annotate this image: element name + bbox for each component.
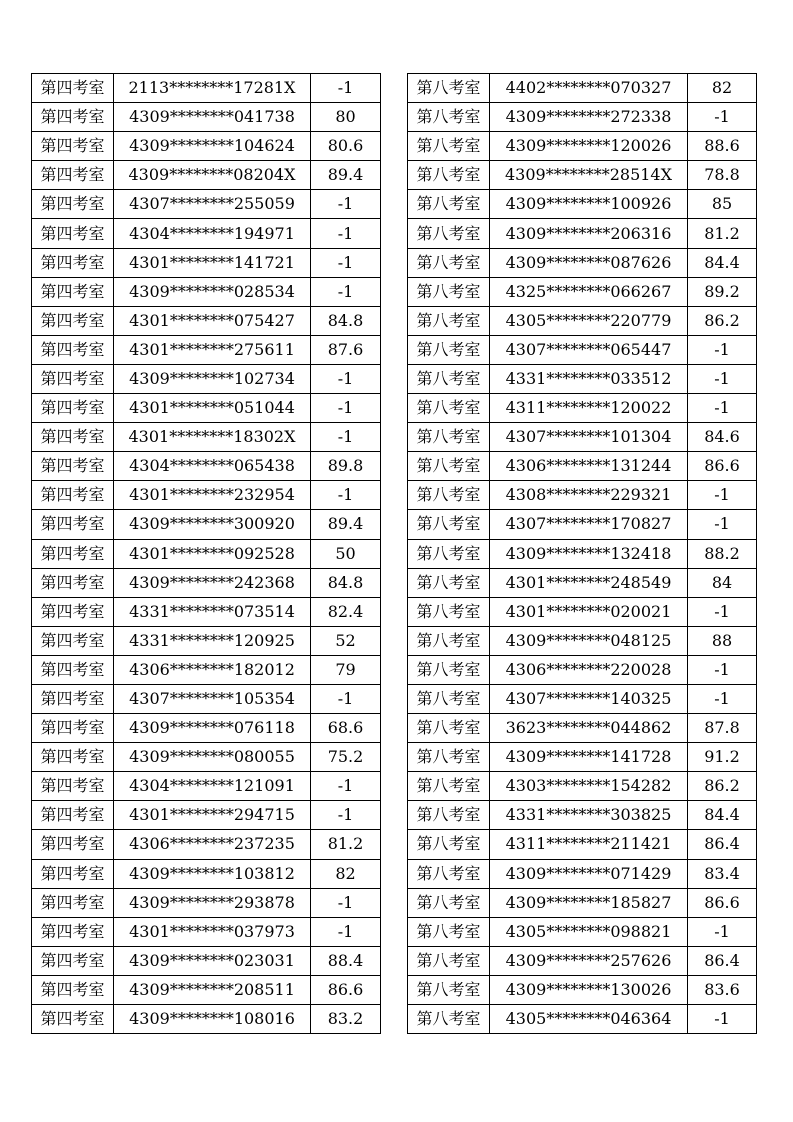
score-cell: 80.6: [311, 132, 381, 161]
score-cell: -1: [311, 917, 381, 946]
score-table-left: [31, 73, 381, 1034]
room-cell: 第八考室: [408, 394, 490, 423]
room-cell: 第四考室: [32, 306, 114, 335]
room-cell: 第八考室: [408, 248, 490, 277]
score-table-right: [407, 73, 757, 1034]
score-cell: 86.6: [688, 888, 757, 917]
id-number-cell: 4309********103812: [114, 859, 311, 888]
score-cell: 91.2: [688, 743, 757, 772]
table-row: [408, 452, 757, 481]
room-cell: 第四考室: [32, 219, 114, 248]
id-number-cell: 4309********080055: [114, 743, 311, 772]
id-number-cell: 4309********108016: [114, 1005, 311, 1034]
room-cell: 第四考室: [32, 655, 114, 684]
id-number-cell: 4325********066267: [490, 277, 688, 306]
room-cell: 第四考室: [32, 946, 114, 975]
score-cell: 78.8: [688, 161, 757, 190]
room-cell: 第八考室: [408, 335, 490, 364]
score-cell: 52: [311, 626, 381, 655]
room-cell: 第八考室: [408, 772, 490, 801]
id-number-cell: 4309********104624: [114, 132, 311, 161]
score-cell: -1: [688, 917, 757, 946]
room-cell: 第八考室: [408, 190, 490, 219]
table-row: [408, 248, 757, 277]
room-cell: 第四考室: [32, 917, 114, 946]
table-row: [408, 423, 757, 452]
room-cell: 第八考室: [408, 452, 490, 481]
table-row: [32, 306, 381, 335]
room-cell: 第四考室: [32, 1005, 114, 1034]
room-cell: 第四考室: [32, 335, 114, 364]
score-cell: 84.6: [688, 423, 757, 452]
room-cell: 第八考室: [408, 917, 490, 946]
table-row: [32, 219, 381, 248]
score-cell: -1: [311, 481, 381, 510]
room-cell: 第四考室: [32, 74, 114, 103]
id-number-cell: 4309********028534: [114, 277, 311, 306]
room-cell: 第四考室: [32, 830, 114, 859]
table-row: [32, 859, 381, 888]
id-number-cell: 4306********237235: [114, 830, 311, 859]
table-row: [32, 277, 381, 306]
room-cell: 第八考室: [408, 510, 490, 539]
id-number-cell: 4307********065447: [490, 335, 688, 364]
id-number-cell: 4309********185827: [490, 888, 688, 917]
score-cell: 85: [688, 190, 757, 219]
room-cell: 第八考室: [408, 743, 490, 772]
table-row: [408, 481, 757, 510]
table-row: [32, 917, 381, 946]
table-row: [32, 743, 381, 772]
score-cell: -1: [688, 364, 757, 393]
id-number-cell: 4309********272338: [490, 103, 688, 132]
id-number-cell: 4303********154282: [490, 772, 688, 801]
table-row: [408, 510, 757, 539]
score-cell: -1: [688, 684, 757, 713]
table-row: [408, 306, 757, 335]
score-cell: -1: [688, 510, 757, 539]
room-cell: 第四考室: [32, 714, 114, 743]
score-cell: 79: [311, 655, 381, 684]
room-cell: 第八考室: [408, 568, 490, 597]
id-number-cell: 4301********18302X: [114, 423, 311, 452]
room-cell: 第四考室: [32, 684, 114, 713]
score-cell: -1: [311, 190, 381, 219]
id-number-cell: 4309********132418: [490, 539, 688, 568]
room-cell: 第八考室: [408, 859, 490, 888]
score-cell: 89.4: [311, 510, 381, 539]
room-cell: 第四考室: [32, 626, 114, 655]
table-row: [32, 975, 381, 1004]
score-table-right-body: [408, 74, 757, 1034]
table-row: [408, 161, 757, 190]
score-cell: 50: [311, 539, 381, 568]
score-cell: 88.2: [688, 539, 757, 568]
score-cell: 84: [688, 568, 757, 597]
id-number-cell: 4304********121091: [114, 772, 311, 801]
room-cell: 第四考室: [32, 975, 114, 1004]
id-number-cell: 4309********076118: [114, 714, 311, 743]
id-number-cell: 4307********101304: [490, 423, 688, 452]
room-cell: 第四考室: [32, 161, 114, 190]
room-cell: 第八考室: [408, 597, 490, 626]
score-cell: 75.2: [311, 743, 381, 772]
id-number-cell: 4331********073514: [114, 597, 311, 626]
room-cell: 第八考室: [408, 975, 490, 1004]
table-row: [32, 423, 381, 452]
room-cell: 第四考室: [32, 597, 114, 626]
room-cell: 第八考室: [408, 946, 490, 975]
score-cell: -1: [688, 597, 757, 626]
table-row: [32, 74, 381, 103]
score-cell: -1: [311, 394, 381, 423]
table-row: [408, 888, 757, 917]
table-row: [408, 946, 757, 975]
room-cell: 第八考室: [408, 103, 490, 132]
id-number-cell: 4309********100926: [490, 190, 688, 219]
score-cell: 86.2: [688, 306, 757, 335]
room-cell: 第八考室: [408, 219, 490, 248]
room-cell: 第八考室: [408, 161, 490, 190]
id-number-cell: 4309********048125: [490, 626, 688, 655]
score-cell: 89.2: [688, 277, 757, 306]
score-cell: -1: [311, 248, 381, 277]
id-number-cell: 4309********300920: [114, 510, 311, 539]
score-cell: 84.4: [688, 801, 757, 830]
id-number-cell: 4331********303825: [490, 801, 688, 830]
table-row: [32, 830, 381, 859]
id-number-cell: 4331********033512: [490, 364, 688, 393]
room-cell: 第八考室: [408, 830, 490, 859]
id-number-cell: 4301********141721: [114, 248, 311, 277]
table-row: [32, 772, 381, 801]
score-cell: 89.8: [311, 452, 381, 481]
id-number-cell: 4301********275611: [114, 335, 311, 364]
score-cell: 80: [311, 103, 381, 132]
table-row: [32, 103, 381, 132]
id-number-cell: 4304********065438: [114, 452, 311, 481]
room-cell: 第四考室: [32, 888, 114, 917]
table-row: [408, 714, 757, 743]
table-row: [408, 1005, 757, 1034]
table-row: [408, 655, 757, 684]
id-number-cell: 2113********17281X: [114, 74, 311, 103]
id-number-cell: 4309********130026: [490, 975, 688, 1004]
room-cell: 第四考室: [32, 364, 114, 393]
table-row: [32, 481, 381, 510]
room-cell: 第八考室: [408, 714, 490, 743]
score-cell: -1: [311, 423, 381, 452]
id-number-cell: 4301********092528: [114, 539, 311, 568]
room-cell: 第八考室: [408, 481, 490, 510]
score-cell: 86.2: [688, 772, 757, 801]
table-row: [408, 597, 757, 626]
id-number-cell: 4301********075427: [114, 306, 311, 335]
table-row: [408, 132, 757, 161]
table-row: [408, 743, 757, 772]
score-cell: 86.4: [688, 830, 757, 859]
table-row: [32, 597, 381, 626]
id-number-cell: 4309********08204X: [114, 161, 311, 190]
score-cell: -1: [688, 335, 757, 364]
room-cell: 第四考室: [32, 539, 114, 568]
score-cell: 83.2: [311, 1005, 381, 1034]
room-cell: 第四考室: [32, 248, 114, 277]
id-number-cell: 4306********182012: [114, 655, 311, 684]
score-cell: 86.6: [311, 975, 381, 1004]
room-cell: 第八考室: [408, 1005, 490, 1034]
table-row: [408, 801, 757, 830]
score-cell: 84.8: [311, 306, 381, 335]
id-number-cell: 4308********229321: [490, 481, 688, 510]
table-row: [408, 568, 757, 597]
id-number-cell: 4309********023031: [114, 946, 311, 975]
score-cell: 68.6: [311, 714, 381, 743]
id-number-cell: 4305********046364: [490, 1005, 688, 1034]
score-cell: -1: [311, 801, 381, 830]
id-number-cell: 4309********28514X: [490, 161, 688, 190]
score-cell: 86.6: [688, 452, 757, 481]
id-number-cell: 4309********102734: [114, 364, 311, 393]
id-number-cell: 4307********105354: [114, 684, 311, 713]
table-row: [408, 364, 757, 393]
room-cell: 第四考室: [32, 568, 114, 597]
id-number-cell: 4309********257626: [490, 946, 688, 975]
score-cell: 86.4: [688, 946, 757, 975]
room-cell: 第四考室: [32, 277, 114, 306]
table-row: [408, 917, 757, 946]
room-cell: 第八考室: [408, 655, 490, 684]
id-number-cell: 4307********255059: [114, 190, 311, 219]
id-number-cell: 4307********170827: [490, 510, 688, 539]
room-cell: 第八考室: [408, 74, 490, 103]
id-number-cell: 4301********248549: [490, 568, 688, 597]
table-row: [408, 394, 757, 423]
score-cell: -1: [311, 364, 381, 393]
table-row: [32, 394, 381, 423]
id-number-cell: 4309********242368: [114, 568, 311, 597]
room-cell: 第四考室: [32, 859, 114, 888]
table-row: [32, 510, 381, 539]
room-cell: 第八考室: [408, 277, 490, 306]
room-cell: 第四考室: [32, 452, 114, 481]
table-row: [408, 626, 757, 655]
table-row: [32, 190, 381, 219]
id-number-cell: 4309********041738: [114, 103, 311, 132]
table-row: [408, 539, 757, 568]
room-cell: 第八考室: [408, 539, 490, 568]
room-cell: 第八考室: [408, 132, 490, 161]
score-cell: 88: [688, 626, 757, 655]
score-cell: -1: [311, 219, 381, 248]
score-cell: -1: [311, 277, 381, 306]
score-cell: -1: [311, 74, 381, 103]
table-row: [408, 859, 757, 888]
id-number-cell: 4301********294715: [114, 801, 311, 830]
id-number-cell: 4402********070327: [490, 74, 688, 103]
score-cell: 84.4: [688, 248, 757, 277]
id-number-cell: 4305********220779: [490, 306, 688, 335]
table-row: [32, 161, 381, 190]
table-row: [32, 248, 381, 277]
id-number-cell: 4301********232954: [114, 481, 311, 510]
id-number-cell: 4306********131244: [490, 452, 688, 481]
score-cell: 84.8: [311, 568, 381, 597]
table-row: [32, 568, 381, 597]
table-row: [408, 103, 757, 132]
id-number-cell: 4309********208511: [114, 975, 311, 1004]
score-cell: 82: [311, 859, 381, 888]
room-cell: 第四考室: [32, 481, 114, 510]
score-cell: -1: [688, 1005, 757, 1034]
score-cell: 81.2: [311, 830, 381, 859]
id-number-cell: 4311********211421: [490, 830, 688, 859]
room-cell: 第八考室: [408, 888, 490, 917]
room-cell: 第四考室: [32, 743, 114, 772]
table-row: [32, 946, 381, 975]
id-number-cell: 4301********037973: [114, 917, 311, 946]
score-cell: 88.4: [311, 946, 381, 975]
room-cell: 第八考室: [408, 684, 490, 713]
table-row: [32, 888, 381, 917]
room-cell: 第四考室: [32, 190, 114, 219]
room-cell: 第四考室: [32, 510, 114, 539]
id-number-cell: 4301********020021: [490, 597, 688, 626]
table-row: [32, 364, 381, 393]
room-cell: 第八考室: [408, 306, 490, 335]
id-number-cell: 4309********071429: [490, 859, 688, 888]
table-row: [32, 452, 381, 481]
score-cell: 87.8: [688, 714, 757, 743]
table-row: [408, 277, 757, 306]
table-row: [408, 335, 757, 364]
score-cell: -1: [311, 684, 381, 713]
room-cell: 第八考室: [408, 801, 490, 830]
table-row: [408, 975, 757, 1004]
id-number-cell: 4331********120925: [114, 626, 311, 655]
table-row: [32, 1005, 381, 1034]
id-number-cell: 4307********140325: [490, 684, 688, 713]
table-row: [408, 219, 757, 248]
id-number-cell: 4311********120022: [490, 394, 688, 423]
table-row: [408, 830, 757, 859]
table-row: [408, 684, 757, 713]
score-cell: 82.4: [311, 597, 381, 626]
id-number-cell: 4306********220028: [490, 655, 688, 684]
score-cell: 89.4: [311, 161, 381, 190]
score-cell: -1: [311, 772, 381, 801]
room-cell: 第八考室: [408, 423, 490, 452]
table-row: [408, 190, 757, 219]
table-row: [32, 801, 381, 830]
id-number-cell: 4309********206316: [490, 219, 688, 248]
id-number-cell: 4301********051044: [114, 394, 311, 423]
id-number-cell: 4304********194971: [114, 219, 311, 248]
room-cell: 第四考室: [32, 103, 114, 132]
score-cell: 83.6: [688, 975, 757, 1004]
score-table-left-body: [32, 74, 381, 1034]
table-row: [32, 684, 381, 713]
room-cell: 第八考室: [408, 626, 490, 655]
table-row: [408, 772, 757, 801]
room-cell: 第四考室: [32, 801, 114, 830]
table-row: [408, 74, 757, 103]
table-row: [32, 335, 381, 364]
room-cell: 第四考室: [32, 132, 114, 161]
id-number-cell: 4309********141728: [490, 743, 688, 772]
id-number-cell: 4309********293878: [114, 888, 311, 917]
room-cell: 第八考室: [408, 364, 490, 393]
score-cell: -1: [688, 394, 757, 423]
id-number-cell: 3623********044862: [490, 714, 688, 743]
score-cell: -1: [688, 481, 757, 510]
room-cell: 第四考室: [32, 394, 114, 423]
score-cell: 81.2: [688, 219, 757, 248]
score-cell: 82: [688, 74, 757, 103]
table-row: [32, 655, 381, 684]
score-cell: 83.4: [688, 859, 757, 888]
table-row: [32, 539, 381, 568]
id-number-cell: 4309********087626: [490, 248, 688, 277]
id-number-cell: 4309********120026: [490, 132, 688, 161]
table-row: [32, 132, 381, 161]
score-cell: -1: [688, 655, 757, 684]
id-number-cell: 4305********098821: [490, 917, 688, 946]
score-cell: -1: [311, 888, 381, 917]
room-cell: 第四考室: [32, 423, 114, 452]
room-cell: 第四考室: [32, 772, 114, 801]
score-cell: -1: [688, 103, 757, 132]
score-cell: 87.6: [311, 335, 381, 364]
table-row: [32, 714, 381, 743]
score-cell: 88.6: [688, 132, 757, 161]
table-row: [32, 626, 381, 655]
